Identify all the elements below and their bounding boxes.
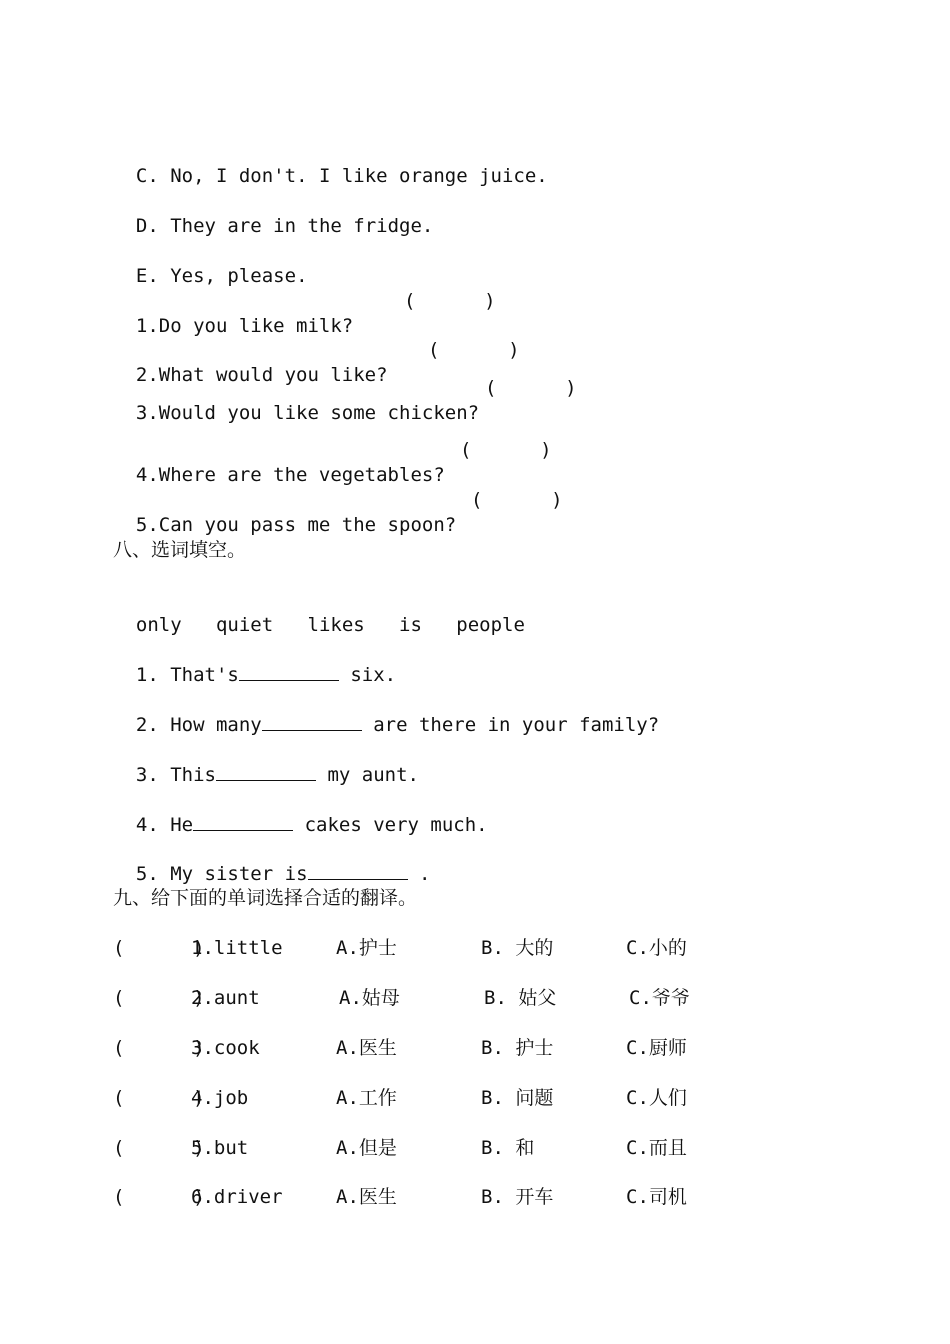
vocab-word: 3.cook [191, 1037, 260, 1059]
item-number: 5. [135, 863, 159, 885]
item-before: This [170, 764, 216, 786]
question-row [113, 489, 456, 537]
answer-blank[interactable]: ( ) [113, 1137, 205, 1159]
item-after: my aunt. [316, 764, 419, 786]
vocab-word: 5.but [191, 1137, 249, 1159]
item-after: . [407, 863, 431, 885]
fill-blank-item [113, 788, 488, 837]
vocab-word: 4.job [191, 1087, 249, 1109]
choice-c: C.而且 [626, 1137, 687, 1159]
choice-c: C.小的 [626, 937, 687, 959]
vocab-word: 1.little [191, 937, 283, 959]
fill-blank[interactable] [262, 712, 362, 731]
answer-blank[interactable]: ( ) [428, 339, 520, 361]
word-bank-item: is [399, 614, 422, 636]
choice-b: B. 姑父 [484, 987, 557, 1009]
section-8-title: 八、选词填空。 [113, 539, 247, 561]
item-after: are there in your family? [361, 714, 660, 736]
question-row [113, 290, 353, 338]
choice-a: A.工作 [336, 1087, 397, 1109]
question-text: Would you like some chicken? [158, 402, 480, 424]
answer-blank[interactable]: ( ) [485, 377, 577, 399]
option-letter: D. [135, 215, 159, 237]
answer-blank[interactable]: ( ) [113, 1186, 205, 1208]
choice-b: B. 和 [481, 1137, 535, 1159]
item-after: cakes very much. [293, 814, 488, 836]
answer-blank[interactable]: ( ) [113, 1037, 205, 1059]
item-before: That's [170, 664, 239, 686]
answer-option [113, 240, 308, 288]
answer-blank[interactable]: ( ) [460, 439, 552, 461]
choice-a: A.医生 [336, 1037, 397, 1059]
answer-blank[interactable]: ( ) [113, 987, 205, 1009]
vocab-word: 2.aunt [191, 987, 260, 1009]
question-text: Do you like milk? [158, 315, 354, 337]
option-text: No, I don't. I like orange juice. [170, 165, 548, 187]
fill-blank[interactable] [216, 762, 316, 781]
choice-c: C.司机 [626, 1186, 687, 1208]
question-text: What would you like? [158, 364, 388, 386]
section-9-title: 九、给下面的单词选择合适的翻译。 [113, 887, 418, 909]
question-number: 2. [135, 364, 159, 386]
fill-blank[interactable] [308, 861, 408, 880]
fill-blank[interactable] [239, 662, 339, 681]
answer-blank[interactable]: ( ) [404, 290, 496, 312]
fill-blank[interactable] [193, 812, 293, 831]
fill-blank-item [113, 738, 419, 787]
choice-a: A.但是 [336, 1137, 397, 1159]
question-number: 1. [135, 315, 159, 337]
choice-a: A.医生 [336, 1186, 397, 1208]
answer-blank[interactable]: ( ) [113, 1087, 205, 1109]
option-letter: E. [135, 265, 159, 287]
word-bank-item: only [135, 614, 182, 636]
item-after: six. [338, 664, 397, 686]
vocab-word: 6.driver [191, 1186, 283, 1208]
choice-c: C.厨师 [626, 1037, 687, 1059]
answer-blank[interactable]: ( ) [471, 489, 563, 511]
choice-b: B. 护士 [481, 1037, 554, 1059]
choice-c: C.人们 [626, 1087, 687, 1109]
word-bank-item: people [456, 614, 525, 636]
choice-a: A.姑母 [339, 987, 400, 1009]
word-bank-item: likes [307, 614, 365, 636]
choice-b: B. 大的 [481, 937, 554, 959]
answer-option [113, 190, 433, 238]
word-bank-item: quiet [215, 614, 274, 636]
option-text: They are in the fridge. [170, 215, 434, 237]
answer-option [113, 140, 548, 188]
item-number: 4. [135, 814, 159, 836]
question-text: Where are the vegetables? [158, 464, 445, 486]
fill-blank-item [113, 837, 430, 886]
item-before: How many [170, 714, 262, 736]
choice-c: C.爷爷 [629, 987, 690, 1009]
item-number: 1. [135, 664, 159, 686]
fill-blank-item [113, 638, 396, 687]
choice-a: A.护士 [336, 937, 397, 959]
item-number: 2. [135, 714, 159, 736]
choice-b: B. 问题 [481, 1087, 554, 1109]
question-number: 3. [135, 402, 159, 424]
item-number: 3. [135, 764, 159, 786]
question-text: Can you pass me the spoon? [158, 514, 457, 536]
option-text: Yes, please. [170, 265, 308, 287]
question-number: 4. [135, 464, 159, 486]
choice-b: B. 开车 [481, 1186, 554, 1208]
question-number: 5. [135, 514, 159, 536]
option-letter: C. [135, 165, 159, 187]
question-row [113, 439, 445, 487]
item-before: He [170, 814, 194, 836]
item-before: My sister is [170, 863, 308, 885]
question-row [113, 377, 479, 425]
answer-blank[interactable]: ( ) [113, 937, 205, 959]
fill-blank-item [113, 688, 659, 737]
word-bank [113, 589, 525, 637]
